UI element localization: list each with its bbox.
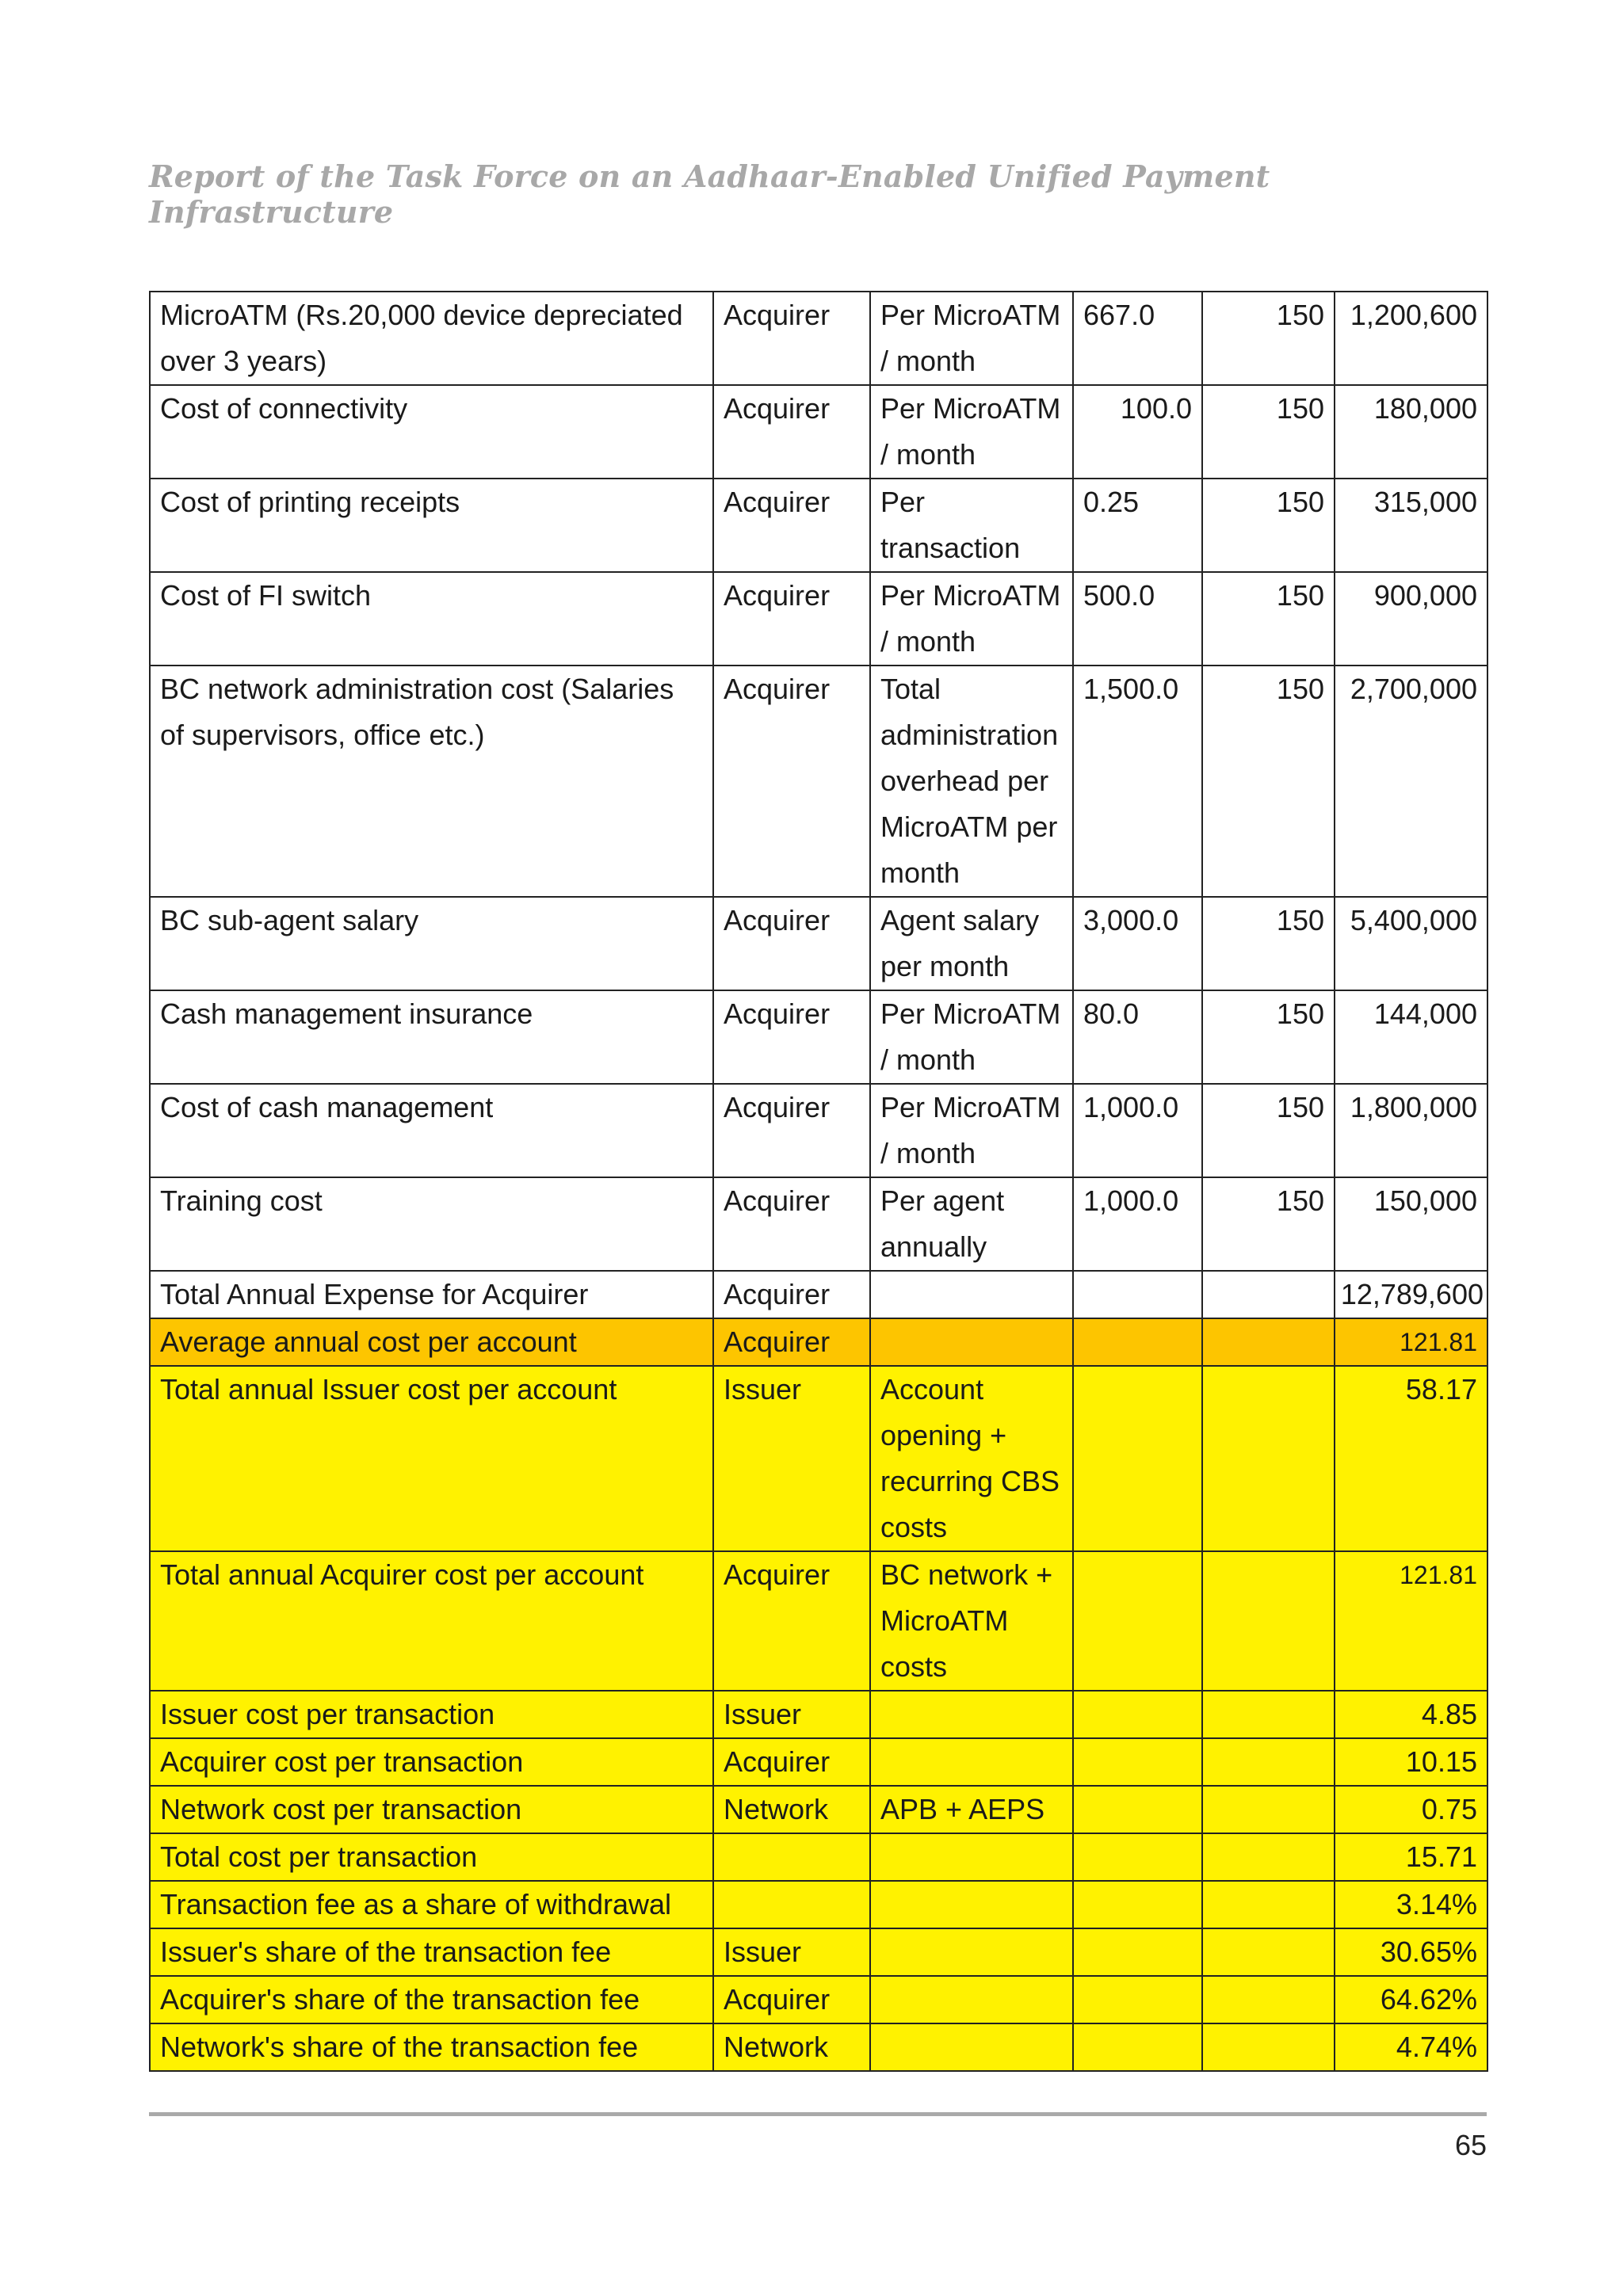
unit-cost — [1073, 1318, 1202, 1366]
unit-cost — [1073, 1928, 1202, 1976]
acquirer-cost-table — [149, 291, 1488, 2072]
cost-party: Acquirer — [713, 572, 870, 666]
table-row — [150, 1084, 1487, 1177]
unit-count — [1202, 1786, 1335, 1833]
cost-basis — [870, 1833, 1073, 1881]
unit-cost: 0.25 — [1073, 479, 1202, 572]
cost-item: Cash management insurance — [150, 990, 713, 1084]
cost-basis: Per MicroATM / month — [870, 1084, 1073, 1177]
table-row — [150, 897, 1487, 990]
cost-item: Total Annual Expense for Acquirer — [150, 1271, 713, 1318]
unit-count: 150 — [1202, 666, 1335, 897]
page-number: 65 — [1454, 2129, 1487, 2161]
table-row — [150, 1786, 1487, 1833]
cost-item: Network cost per transaction — [150, 1786, 713, 1833]
total-cost: 150,000 — [1335, 1177, 1487, 1271]
cost-party: Acquirer — [713, 385, 870, 479]
cost-party: Acquirer — [713, 479, 870, 572]
unit-count — [1202, 1738, 1335, 1786]
unit-cost — [1073, 1786, 1202, 1833]
unit-count: 150 — [1202, 897, 1335, 990]
cost-item: MicroATM (Rs.20,000 device depreciated over 3 years) — [150, 292, 713, 385]
cost-basis — [870, 1881, 1073, 1928]
unit-cost — [1073, 1738, 1202, 1786]
cost-item: Cost of FI switch — [150, 572, 713, 666]
unit-cost: 100.0 — [1073, 385, 1202, 479]
unit-cost — [1073, 1366, 1202, 1551]
unit-count — [1202, 1551, 1335, 1691]
cost-party: Network — [713, 1786, 870, 1833]
unit-cost — [1073, 1976, 1202, 2023]
unit-cost: 1,000.0 — [1073, 1177, 1202, 1271]
unit-count — [1202, 1366, 1335, 1551]
cost-item: Total annual Acquirer cost per account — [150, 1551, 713, 1691]
total-cost: 5,400,000 — [1335, 897, 1487, 990]
cost-basis — [870, 1271, 1073, 1318]
unit-cost: 3,000.0 — [1073, 897, 1202, 990]
cost-basis: APB + AEPS — [870, 1786, 1073, 1833]
cost-basis: Per MicroATM / month — [870, 572, 1073, 666]
table-row — [150, 572, 1487, 666]
table-row — [150, 1976, 1487, 2023]
cost-item: Network's share of the transaction fee — [150, 2023, 713, 2071]
unit-cost — [1073, 1881, 1202, 1928]
cost-basis: Account opening + recurring CBS costs — [870, 1366, 1073, 1551]
unit-count — [1202, 1928, 1335, 1976]
total-cost: 30.65% — [1335, 1928, 1487, 1976]
cost-basis: Agent salary per month — [870, 897, 1073, 990]
total-cost: 1,200,600 — [1335, 292, 1487, 385]
footer-divider — [149, 2112, 1487, 2116]
table-row — [150, 292, 1487, 385]
table-row — [150, 1318, 1487, 1366]
table-row — [150, 1271, 1487, 1318]
cost-party: Acquirer — [713, 666, 870, 897]
cost-party: Acquirer — [713, 1976, 870, 2023]
cost-item: Training cost — [150, 1177, 713, 1271]
unit-cost: 1,000.0 — [1073, 1084, 1202, 1177]
table-row — [150, 1551, 1487, 1691]
total-cost: 1,800,000 — [1335, 1084, 1487, 1177]
cost-basis — [870, 1318, 1073, 1366]
cost-item: Average annual cost per account — [150, 1318, 713, 1366]
total-cost: 2,700,000 — [1335, 666, 1487, 897]
unit-count — [1202, 1691, 1335, 1738]
cost-party: Acquirer — [713, 897, 870, 990]
unit-count: 150 — [1202, 990, 1335, 1084]
cost-basis: BC network + MicroATM costs — [870, 1551, 1073, 1691]
cost-item: Transaction fee as a share of withdrawal — [150, 1881, 713, 1928]
total-cost: 900,000 — [1335, 572, 1487, 666]
cost-basis — [870, 1928, 1073, 1976]
cost-item: Cost of printing receipts — [150, 479, 713, 572]
cost-item: BC network administration cost (Salaries of supervisors, office etc.) — [150, 666, 713, 897]
cost-party: Issuer — [713, 1691, 870, 1738]
unit-count — [1202, 1318, 1335, 1366]
total-cost: 144,000 — [1335, 990, 1487, 1084]
cost-basis — [870, 2023, 1073, 2071]
cost-item: Issuer's share of the transaction fee — [150, 1928, 713, 1976]
unit-cost — [1073, 1833, 1202, 1881]
total-cost: 64.62% — [1335, 1976, 1487, 2023]
cost-party: Acquirer — [713, 1318, 870, 1366]
table-row — [150, 666, 1487, 897]
cost-item: BC sub-agent salary — [150, 897, 713, 990]
cost-party: Acquirer — [713, 1084, 870, 1177]
unit-count — [1202, 1976, 1335, 2023]
cost-basis: Per MicroATM / month — [870, 990, 1073, 1084]
cost-basis — [870, 1738, 1073, 1786]
cost-item: Acquirer's share of the transaction fee — [150, 1976, 713, 2023]
unit-count: 150 — [1202, 479, 1335, 572]
table-row — [150, 1928, 1487, 1976]
unit-cost: 1,500.0 — [1073, 666, 1202, 897]
total-cost: 12,789,600 — [1335, 1271, 1487, 1318]
unit-cost — [1073, 1551, 1202, 1691]
cost-party: Acquirer — [713, 1551, 870, 1691]
cost-party — [713, 1833, 870, 1881]
table-row — [150, 990, 1487, 1084]
table-row — [150, 1366, 1487, 1551]
cost-basis: Per transaction — [870, 479, 1073, 572]
unit-count — [1202, 2023, 1335, 2071]
unit-count: 150 — [1202, 1084, 1335, 1177]
total-cost: 121.81 — [1335, 1551, 1487, 1691]
table-row — [150, 479, 1487, 572]
cost-party — [713, 1881, 870, 1928]
unit-count — [1202, 1881, 1335, 1928]
cost-party: Network — [713, 2023, 870, 2071]
total-cost: 15.71 — [1335, 1833, 1487, 1881]
unit-cost — [1073, 1691, 1202, 1738]
cost-basis: Per MicroATM / month — [870, 292, 1073, 385]
cost-party: Acquirer — [713, 990, 870, 1084]
table-row — [150, 1738, 1487, 1786]
total-cost: 4.85 — [1335, 1691, 1487, 1738]
cost-basis — [870, 1691, 1073, 1738]
unit-count: 150 — [1202, 572, 1335, 666]
unit-count: 150 — [1202, 292, 1335, 385]
cost-item: Cost of connectivity — [150, 385, 713, 479]
total-cost: 3.14% — [1335, 1881, 1487, 1928]
total-cost: 0.75 — [1335, 1786, 1487, 1833]
unit-count: 150 — [1202, 385, 1335, 479]
cost-item: Total cost per transaction — [150, 1833, 713, 1881]
table-row — [150, 1833, 1487, 1881]
unit-count — [1202, 1271, 1335, 1318]
cost-item: Cost of cash management — [150, 1084, 713, 1177]
unit-count — [1202, 1833, 1335, 1881]
cost-party: Acquirer — [713, 1738, 870, 1786]
unit-count: 150 — [1202, 1177, 1335, 1271]
table-row — [150, 1177, 1487, 1271]
total-cost: 180,000 — [1335, 385, 1487, 479]
total-cost: 58.17 — [1335, 1366, 1487, 1551]
total-cost: 10.15 — [1335, 1738, 1487, 1786]
cost-item: Total annual Issuer cost per account — [150, 1366, 713, 1551]
cost-basis: Per agent annually — [870, 1177, 1073, 1271]
cost-item: Issuer cost per transaction — [150, 1691, 713, 1738]
cost-party: Acquirer — [713, 1177, 870, 1271]
cost-party: Acquirer — [713, 1271, 870, 1318]
cost-party: Issuer — [713, 1928, 870, 1976]
unit-cost — [1073, 1271, 1202, 1318]
cost-basis: Total administration overhead per MicroATM per month — [870, 666, 1073, 897]
unit-cost — [1073, 2023, 1202, 2071]
cost-basis: Per MicroATM / month — [870, 385, 1073, 479]
table-row — [150, 2023, 1487, 2071]
cost-party: Issuer — [713, 1366, 870, 1551]
cost-basis — [870, 1976, 1073, 2023]
total-cost: 315,000 — [1335, 479, 1487, 572]
unit-cost: 667.0 — [1073, 292, 1202, 385]
total-cost: 121.81 — [1335, 1318, 1487, 1366]
cost-party: Acquirer — [713, 292, 870, 385]
unit-cost: 80.0 — [1073, 990, 1202, 1084]
cost-item: Acquirer cost per transaction — [150, 1738, 713, 1786]
running-header: Report of the Task Force on an Aadhaar-Enabled Unified Payment Infrastructure — [149, 158, 1270, 230]
total-cost: 4.74% — [1335, 2023, 1487, 2071]
table-row — [150, 1881, 1487, 1928]
unit-cost: 500.0 — [1073, 572, 1202, 666]
table-row — [150, 385, 1487, 479]
table-row — [150, 1691, 1487, 1738]
